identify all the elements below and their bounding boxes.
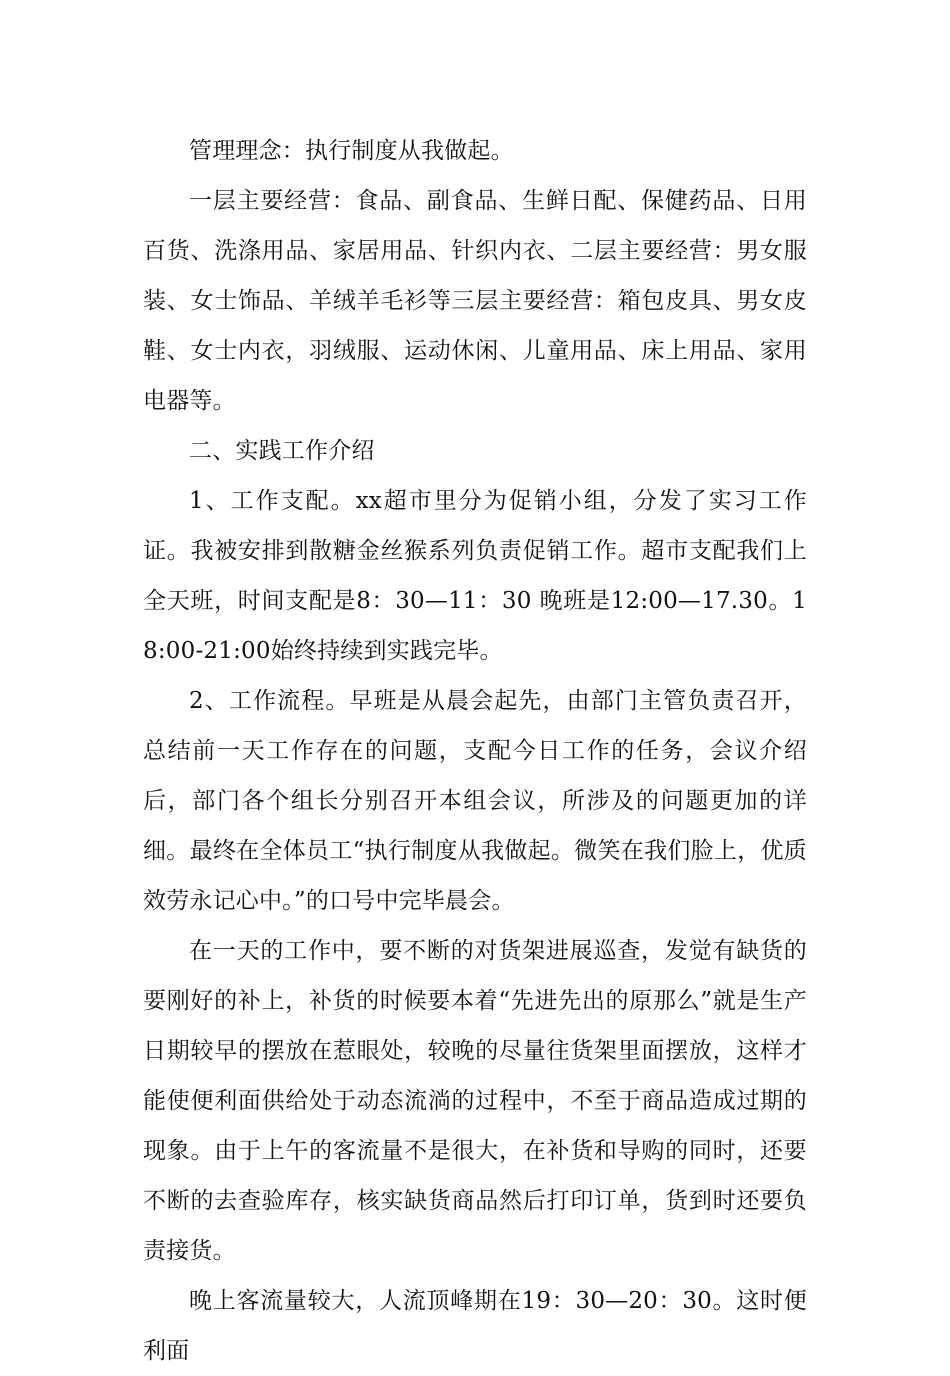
paragraph-work-arrangement: 1、工作支配。xx超市里分为促销小组，分发了实习工作证。我被安排到散糖金丝猴系列负责促销工作。超市支配我们上全天班，时间支配是8：30—11：30 晚班是12:00—17.30。18:00-21:00始终持续到实践完毕。 <box>143 488 807 664</box>
paragraph-floor-business: 一层主要经营：食品、副食品、生鲜日配、保健药品、日用百货、洗涤用品、家居用品、针织内衣、二层主要经营：男女服装、女士饰品、羊绒羊毛衫等三层主要经营：箱包皮具、男女皮鞋、女士内衣，羽绒服、运动休闲、儿童用品、床上用品、家用电器等。 <box>143 188 807 414</box>
document-body <box>143 126 807 1376</box>
paragraph-daily-work: 在一天的工作中，要不断的对货架进展巡查，发觉有缺货的要刚好的补上，补货的时候要本着“先进先出的原那么”就是生产日期较早的摆放在惹眼处，较晚的尽量往货架里面摆放，这样才能使便利面供给处于动态流淌的过程中，不至于商品造成过期的现象。由于上午的客流量不是很大，在补货和导购的同时，还要不断的去查验库存，核实缺货商品然后打印订单，货到时还要负责接货。 <box>143 938 807 1264</box>
paragraph-evening-traffic: 晚上客流量较大，人流顶峰期在19：30—20：30。这时便利面 <box>143 1288 807 1364</box>
paragraph-management-philosophy: 管理理念：执行制度从我做起。 <box>189 138 514 164</box>
paragraph-work-process: 2、工作流程。早班是从晨会起先，由部门主管负责召开，总结前一天工作存在的问题，支配今日工作的任务，会议介绍后，部门各个组长分别召开本组会议，所涉及的问题更加的详细。最终在全体员工“执行制度从我做起。微笑在我们脸上，优质效劳永记心中。”的口号中完毕晨会。 <box>143 688 807 914</box>
section-heading-practice-work: 二、实践工作介绍 <box>189 438 375 464</box>
